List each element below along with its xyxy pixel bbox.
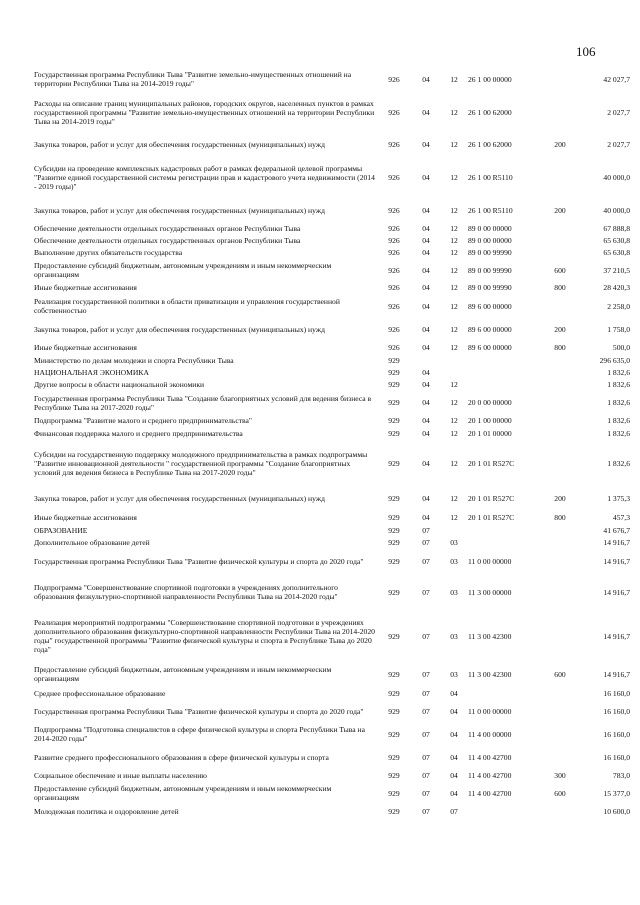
row-section-code: 07 <box>422 587 430 597</box>
row-target-article <box>468 524 542 536</box>
row-ved-code: 929 <box>388 355 400 365</box>
row-ved-code: 926 <box>388 248 400 257</box>
row-subsection-code: 12 <box>450 380 458 389</box>
row-target-article: 11 4 00 00000 <box>468 729 512 739</box>
row-target-article: 89 0 00 00000 <box>468 223 512 233</box>
row-expense-type <box>542 64 578 94</box>
row-name: Закупка товаров, работ и услуг для обеспечения государственных (муниципальных) нужд <box>34 493 325 503</box>
row-subsection-code: 04 <box>450 752 458 762</box>
row-expense-type <box>542 700 578 722</box>
row-ved-code: 926 <box>388 265 400 275</box>
row-expense-type: 200 <box>554 139 566 149</box>
row-ved-code: 929 <box>388 689 400 698</box>
row-ved-code: 929 <box>388 729 400 739</box>
row-ved-code: 929 <box>388 416 400 425</box>
row-amount: 28 420,3 <box>603 283 630 292</box>
row-amount: 14 916,7 <box>603 556 630 566</box>
row-target-article: 89 0 00 99990 <box>468 248 512 257</box>
table-row <box>34 259 630 281</box>
row-name: Другие вопросы в области национальной экономики <box>34 380 205 389</box>
row-name: Предоставление субсидий бюджетным, автономным учреждениям и иным некоммерческим организациям <box>34 665 332 683</box>
row-ved-code: 929 <box>388 706 400 716</box>
table-row <box>34 234 630 246</box>
row-amount: 783,0 <box>612 770 630 780</box>
row-expense-type: 800 <box>554 342 566 352</box>
row-amount: 65 630,8 <box>603 235 630 245</box>
row-expense-type <box>542 391 578 414</box>
row-target-article: 89 6 00 00000 <box>468 324 512 334</box>
row-target-article: 20 1 00 00000 <box>468 416 512 425</box>
row-amount: 14 916,7 <box>603 631 630 641</box>
row-name: Министерство по делам молодежи и спорта Республики Тыва <box>34 355 234 365</box>
row-section-code: 04 <box>422 108 430 117</box>
row-subsection-code: 12 <box>450 416 458 425</box>
row-target-article: 20 1 01 R527C <box>468 512 515 522</box>
row-subsection-code: 12 <box>450 458 458 468</box>
row-amount: 14 916,7 <box>603 538 630 547</box>
row-expense-type <box>542 234 578 246</box>
row-name: Расходы на описание границ муниципальных районов, городских округов, населенных пунктов в рамках государственной программы "Развитие земельно-имущественных отношений на территории Республики Тыва на 2014-2019 годы" <box>34 99 375 126</box>
row-target-article: 20 1 01 R527C <box>468 493 515 503</box>
row-name: Развитие среднего профессионального образования в сфере физической культуры и спорта <box>34 752 329 762</box>
row-section-code <box>412 354 440 366</box>
row-amount: 1 832,6 <box>607 429 630 438</box>
row-name: Подпрограмма "Подготовка специалистов в сфере физической культуры и спорта Республики Тыва на 2014-2020 годы" <box>34 725 365 743</box>
row-target-article: 11 3 00 42300 <box>468 631 512 641</box>
row-section-code: 07 <box>422 752 430 762</box>
row-name: Субсидии на проведение комплексных кадастровых работ в рамках федеральной целевой программы "Развитие единой государственной системы регистрации прав и кадастрового учета недвижимости (2014 - 2019 годы)" <box>34 164 375 191</box>
row-section-code: 07 <box>422 525 430 535</box>
table-row <box>34 746 630 768</box>
row-subsection-code: 03 <box>450 587 458 597</box>
row-name: Государственная программа Республики Тыва "Развитие земельно-имущественных отношений на территории Республики Тыва на 2014-2019 годы" <box>34 70 352 88</box>
row-name: ОБРАЗОВАНИЕ <box>34 525 88 535</box>
row-expense-type: 600 <box>554 265 566 275</box>
row-ved-code: 929 <box>388 525 400 535</box>
row-amount: 14 916,7 <box>603 669 630 679</box>
page-number: 106 <box>576 44 596 59</box>
row-section-code: 07 <box>422 556 430 566</box>
row-ved-code: 929 <box>388 367 400 377</box>
row-subsection-code: 04 <box>450 706 458 716</box>
row-name: Закупка товаров, работ и услуг для обеспечения государственных (муниципальных) нужд <box>34 139 325 149</box>
row-expense-type <box>542 611 578 661</box>
row-amount: 500,0 <box>612 342 630 352</box>
row-target-article: 26 1 00 62000 <box>468 108 512 117</box>
row-target-article <box>468 687 542 700</box>
row-target-article: 20 0 00 00000 <box>468 398 512 407</box>
row-ved-code: 929 <box>388 806 400 816</box>
row-expense-type <box>542 366 578 378</box>
row-target-article <box>468 366 542 378</box>
row-section-code: 07 <box>422 788 430 798</box>
row-name: НАЦИОНАЛЬНАЯ ЭКОНОМИКА <box>34 367 149 377</box>
row-subsection-code: 12 <box>450 223 458 233</box>
row-expense-type <box>542 536 578 549</box>
row-subsection-code: 07 <box>450 806 458 816</box>
row-name: Закупка товаров, работ и услуг для обеспечения государственных (муниципальных) нужд <box>34 324 325 334</box>
row-name: Реализация государственной политики в области приватизации и управления государственной собственностью <box>34 297 340 315</box>
row-section-code: 04 <box>422 235 430 245</box>
row-name: Подпрограмма "Совершенствование спортивной подготовки в учреждениях дополнительного образования физкультурно-спортивной направленности Республики Тыва на 2014-2020 годы" <box>34 583 338 601</box>
row-ved-code: 929 <box>388 788 400 798</box>
table-row <box>34 222 630 234</box>
row-amount: 1 832,6 <box>607 398 630 407</box>
table-row <box>34 318 630 340</box>
table-row <box>34 440 630 486</box>
table-row <box>34 486 630 510</box>
row-amount: 2 258,0 <box>607 301 630 311</box>
row-ved-code: 926 <box>388 324 400 334</box>
row-subsection-code: 12 <box>450 235 458 245</box>
row-section-code: 04 <box>422 367 430 377</box>
row-ved-code: 926 <box>388 223 400 233</box>
row-name: Государственная программа Республики Тыва "Развитие физической культуры и спорта до 2020 года" <box>34 556 364 566</box>
row-expense-type: 200 <box>554 205 566 215</box>
row-target-article <box>468 354 542 366</box>
row-ved-code: 926 <box>388 235 400 245</box>
row-expense-type: 300 <box>554 770 566 780</box>
row-name: Обеспечение деятельности отдельных государственных органов Республики Тыва <box>34 223 301 233</box>
row-subsection-code: 12 <box>450 398 458 407</box>
row-ved-code: 929 <box>388 669 400 679</box>
row-ved-code: 929 <box>388 538 400 547</box>
row-subsection-code: 04 <box>450 770 458 780</box>
table-row <box>34 131 630 157</box>
row-name: Иные бюджетные ассигнования <box>34 512 137 522</box>
row-amount: 40 000,0 <box>603 205 630 215</box>
table-row <box>34 687 630 700</box>
row-ved-code: 926 <box>388 139 400 149</box>
row-section-code: 07 <box>422 689 430 698</box>
table-row <box>34 524 630 536</box>
row-section-code: 04 <box>422 223 430 233</box>
row-ved-code: 929 <box>388 587 400 597</box>
row-name: Среднее профессиональное образование <box>34 689 166 698</box>
row-section-code: 07 <box>422 538 430 547</box>
row-target-article: 26 1 00 R5110 <box>468 205 513 215</box>
row-expense-type <box>542 804 578 818</box>
row-expense-type <box>542 246 578 259</box>
row-name: Обеспечение деятельности отдельных государственных органов Республики Тыва <box>34 235 301 245</box>
table-row <box>34 64 630 94</box>
row-subsection-code: 12 <box>450 74 458 84</box>
row-target-article: 89 0 00 99990 <box>468 265 512 275</box>
row-subsection-code <box>440 366 468 378</box>
table-row <box>34 94 630 131</box>
table-row <box>34 804 630 818</box>
row-amount: 37 210,5 <box>603 265 630 275</box>
row-amount: 10 600,0 <box>603 806 630 816</box>
table-row <box>34 427 630 440</box>
table-row <box>34 722 630 746</box>
row-target-article: 26 1 00 R5110 <box>468 173 513 182</box>
row-subsection-code: 12 <box>450 493 458 503</box>
row-target-article: 11 3 00 00000 <box>468 587 512 597</box>
row-section-code: 07 <box>422 806 430 816</box>
row-expense-type <box>542 746 578 768</box>
row-expense-type <box>542 354 578 366</box>
row-target-article: 11 4 00 42700 <box>468 752 512 762</box>
row-amount: 42 027,7 <box>603 74 630 84</box>
row-amount: 1 832,6 <box>607 458 630 468</box>
row-expense-type <box>542 378 578 391</box>
budget-table <box>34 64 630 818</box>
row-ved-code: 926 <box>388 283 400 292</box>
table-row <box>34 782 630 804</box>
row-section-code: 04 <box>422 74 430 84</box>
row-section-code: 04 <box>422 139 430 149</box>
row-name: Дополнительное образование детей <box>34 538 150 547</box>
row-name: Выполнение других обязательств государства <box>34 248 183 257</box>
row-amount: 296 635,0 <box>599 355 630 365</box>
row-expense-type <box>542 722 578 746</box>
row-subsection-code: 12 <box>450 301 458 311</box>
table-row <box>34 198 630 222</box>
row-section-code: 07 <box>422 631 430 641</box>
row-name: Подпрограмма "Развитие малого и среднего предпринимательства" <box>34 416 252 425</box>
row-target-article: 26 1 00 62000 <box>468 139 512 149</box>
row-expense-type <box>542 549 578 573</box>
row-expense-type: 800 <box>554 283 566 292</box>
row-expense-type: 800 <box>554 512 566 522</box>
row-amount: 14 916,7 <box>603 587 630 597</box>
row-ved-code: 929 <box>388 752 400 762</box>
row-section-code: 04 <box>422 283 430 292</box>
row-expense-type <box>542 222 578 234</box>
row-target-article <box>468 804 542 818</box>
table-row <box>34 611 630 661</box>
row-expense-type <box>542 294 578 318</box>
row-amount: 457,3 <box>612 512 630 522</box>
table-row <box>34 768 630 782</box>
row-target-article: 20 1 01 00000 <box>468 429 512 438</box>
row-ved-code: 929 <box>388 493 400 503</box>
row-section-code: 04 <box>422 429 430 438</box>
row-amount: 1 375,3 <box>607 493 630 503</box>
table-row <box>34 573 630 611</box>
row-expense-type <box>542 157 578 198</box>
row-name: Социальное обеспечение и иные выплаты населению <box>34 770 207 780</box>
row-amount: 15 377,0 <box>603 788 630 798</box>
row-expense-type <box>542 573 578 611</box>
row-subsection-code: 12 <box>450 265 458 275</box>
row-amount: 40 000,0 <box>603 173 630 182</box>
row-section-code: 07 <box>422 669 430 679</box>
row-subsection-code: 04 <box>450 788 458 798</box>
row-subsection-code: 12 <box>450 205 458 215</box>
row-subsection-code: 12 <box>450 248 458 257</box>
row-subsection-code: 03 <box>450 538 458 547</box>
row-target-article: 11 0 00 00000 <box>468 556 512 566</box>
row-name: Предоставление субсидий бюджетным, автономным учреждениям и иным некоммерческим организациям <box>34 784 332 802</box>
row-subsection-code: 12 <box>450 173 458 182</box>
row-target-article <box>468 378 542 391</box>
budget-table-body <box>34 64 630 818</box>
row-subsection-code <box>440 524 468 536</box>
row-expense-type <box>542 687 578 700</box>
row-ved-code: 929 <box>388 398 400 407</box>
row-expense-type: 600 <box>554 788 566 798</box>
row-subsection-code: 12 <box>450 139 458 149</box>
table-row <box>34 366 630 378</box>
row-section-code: 04 <box>422 458 430 468</box>
row-section-code: 04 <box>422 512 430 522</box>
row-section-code: 04 <box>422 265 430 275</box>
row-section-code: 04 <box>422 398 430 407</box>
row-amount: 16 160,0 <box>603 729 630 739</box>
row-name: Иные бюджетные ассигнования <box>34 342 137 352</box>
row-section-code: 04 <box>422 248 430 257</box>
row-ved-code: 929 <box>388 631 400 641</box>
row-subsection-code: 12 <box>450 108 458 117</box>
table-row <box>34 246 630 259</box>
row-amount: 1 832,6 <box>607 380 630 389</box>
row-section-code: 04 <box>422 380 430 389</box>
row-ved-code: 926 <box>388 108 400 117</box>
row-section-code: 07 <box>422 770 430 780</box>
row-amount: 1 758,0 <box>607 324 630 334</box>
row-subsection-code: 12 <box>450 429 458 438</box>
row-section-code: 04 <box>422 416 430 425</box>
row-ved-code: 929 <box>388 770 400 780</box>
row-section-code: 04 <box>422 173 430 182</box>
row-amount: 1 832,6 <box>607 416 630 425</box>
row-target-article: 11 0 00 00000 <box>468 706 512 716</box>
row-subsection-code: 03 <box>450 556 458 566</box>
table-row <box>34 157 630 198</box>
row-target-article: 20 1 01 R527C <box>468 458 515 468</box>
table-row <box>34 391 630 414</box>
table-row <box>34 354 630 366</box>
row-section-code: 07 <box>422 729 430 739</box>
table-row <box>34 661 630 687</box>
table-row <box>34 378 630 391</box>
table-row <box>34 510 630 524</box>
table-row <box>34 340 630 354</box>
row-expense-type <box>542 94 578 131</box>
row-subsection-code: 12 <box>450 324 458 334</box>
row-ved-code: 929 <box>388 429 400 438</box>
row-section-code: 04 <box>422 342 430 352</box>
row-target-article: 11 3 00 42300 <box>468 669 512 679</box>
row-name: Иные бюджетные ассигнования <box>34 283 137 292</box>
row-ved-code: 926 <box>388 74 400 84</box>
row-target-article: 89 6 00 00000 <box>468 342 512 352</box>
row-ved-code: 929 <box>388 556 400 566</box>
row-amount: 16 160,0 <box>603 752 630 762</box>
row-expense-type: 200 <box>554 493 566 503</box>
row-subsection-code: 03 <box>450 631 458 641</box>
table-row <box>34 281 630 294</box>
row-target-article: 11 4 00 42700 <box>468 788 512 798</box>
row-name: Субсидии на государственную поддержку молодежного предпринимательства в рамках подпрограммы "Развитие инновационной деятельности " государственной программы "Создание благоприятных условий для ведения бизнеса в Республике Тыва на 2017-2020 годы" <box>34 449 368 477</box>
row-ved-code: 926 <box>388 173 400 182</box>
row-ved-code: 929 <box>388 458 400 468</box>
row-target-article: 89 6 00 00000 <box>468 301 512 311</box>
table-row <box>34 294 630 318</box>
row-subsection-code: 03 <box>450 669 458 679</box>
row-ved-code: 926 <box>388 342 400 352</box>
row-amount: 2 027,7 <box>607 139 630 149</box>
row-section-code: 04 <box>422 301 430 311</box>
row-target-article <box>468 536 542 549</box>
row-amount: 16 160,0 <box>603 689 630 698</box>
row-name: Предоставление субсидий бюджетным, автономным учреждениям и иным некоммерческим организациям <box>34 261 332 279</box>
row-amount: 1 832,6 <box>607 367 630 377</box>
row-subsection-code: 12 <box>450 283 458 292</box>
row-subsection-code: 12 <box>450 512 458 522</box>
row-section-code: 07 <box>422 706 430 716</box>
row-ved-code: 926 <box>388 301 400 311</box>
row-expense-type <box>542 414 578 427</box>
row-subsection-code: 04 <box>450 689 458 698</box>
row-subsection-code: 04 <box>450 729 458 739</box>
row-section-code: 04 <box>422 324 430 334</box>
table-row <box>34 414 630 427</box>
row-expense-type: 200 <box>554 324 566 334</box>
row-expense-type <box>542 524 578 536</box>
row-name: Государственная программа Республики Тыва "Развитие физической культуры и спорта до 2020 года" <box>34 706 364 716</box>
row-target-article: 26 1 00 00000 <box>468 74 512 84</box>
row-ved-code: 929 <box>388 512 400 522</box>
row-subsection-code <box>440 354 468 366</box>
row-subsection-code: 12 <box>450 342 458 352</box>
row-target-article: 89 0 00 00000 <box>468 235 512 245</box>
row-expense-type <box>542 427 578 440</box>
row-target-article: 89 0 00 99990 <box>468 283 512 292</box>
row-amount: 67 888,8 <box>603 223 630 233</box>
table-row <box>34 536 630 549</box>
row-target-article: 11 4 00 42700 <box>468 770 512 780</box>
row-amount: 16 160,0 <box>603 706 630 716</box>
row-name: Государственная программа Республики Тыва "Создание благоприятных условий для ведения бизнеса в Республике Тыва на 2017-2020 годы" <box>34 393 372 412</box>
row-ved-code: 929 <box>388 380 400 389</box>
row-expense-type <box>542 440 578 486</box>
row-name: Реализация мероприятий подпрограммы "Совершенствование спортивной подготовки в учреждениях дополнительного образования физкультурно-спортивной направленности Республики Тыва на 2014-2020 годы" государственной программы "Развитие физической культуры и спорта в Республике Тыва до 2020 года" <box>34 618 375 654</box>
row-name: Финансовая поддержка малого и среднего предпринимательства <box>34 429 243 438</box>
row-expense-type: 600 <box>554 669 566 679</box>
row-ved-code: 926 <box>388 205 400 215</box>
row-section-code: 04 <box>422 205 430 215</box>
row-amount: 65 630,8 <box>603 248 630 257</box>
row-name: Молодежная политика и оздоровление детей <box>34 806 179 816</box>
row-amount: 41 676,7 <box>603 525 630 535</box>
table-row <box>34 549 630 573</box>
row-section-code: 04 <box>422 493 430 503</box>
row-amount: 2 027,7 <box>607 108 630 117</box>
row-name: Закупка товаров, работ и услуг для обеспечения государственных (муниципальных) нужд <box>34 205 325 215</box>
table-row <box>34 700 630 722</box>
